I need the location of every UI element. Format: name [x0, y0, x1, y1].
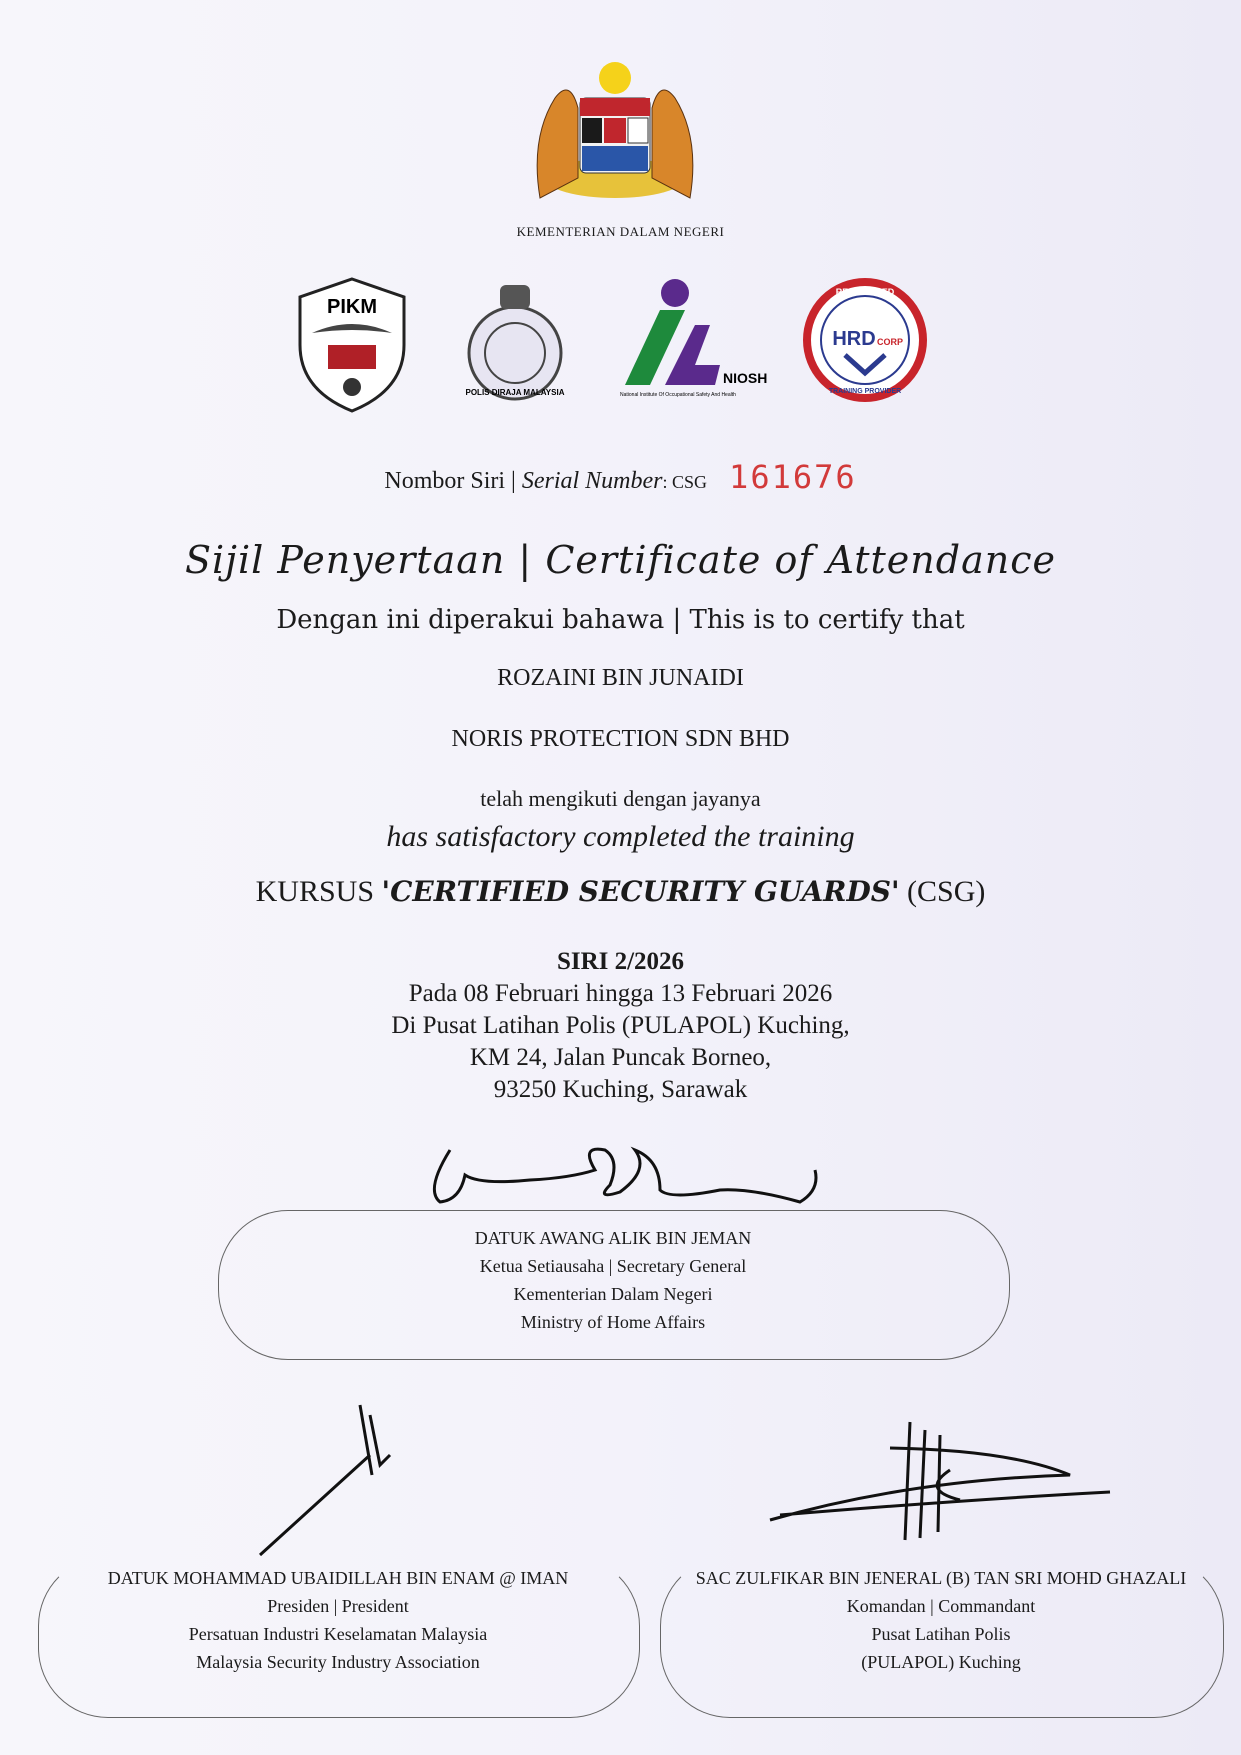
venue-line-1: Di Pusat Latihan Polis (PULAPOL) Kuching,	[391, 1012, 850, 1039]
signatory-2-org-ms: Persatuan Industri Keselamatan Malaysia	[188, 1624, 488, 1644]
signatory-3-org-ms: Pusat Latihan Polis	[871, 1624, 1011, 1644]
course-line	[0, 875, 1241, 909]
course-date: Pada 08 Februari hingga 13 Februari 2026	[408, 980, 833, 1007]
signature-secretary-general	[420, 1130, 840, 1210]
signatory-1-org-en: Ministry of Home Affairs	[520, 1312, 706, 1332]
signatory-2-org-en: Malaysia Security Industry Association	[196, 1652, 480, 1672]
hrd-corp-logo	[800, 275, 930, 405]
signature-commandant	[760, 1420, 1130, 1550]
signature-president	[250, 1395, 410, 1565]
completed-line-ms: telah mengikuti dengan jayanya	[480, 786, 761, 811]
completed-line-en: has satisfactory completed the training	[386, 820, 855, 853]
serial-label-ms: Nombor Siri |	[384, 468, 522, 494]
niosh-logo-text: NIOSH	[723, 370, 768, 386]
venue-line-3: 93250 Kuching, Sarawak	[493, 1076, 748, 1103]
course-suffix: (CSG)	[899, 875, 986, 908]
signatory-1-name: DATUK AWANG ALIK BIN JEMAN	[474, 1228, 752, 1248]
venue-line-2: KM 24, Jalan Puncak Borneo,	[469, 1044, 772, 1071]
serial-number-line	[0, 458, 1241, 496]
pikm-logo	[292, 275, 412, 415]
signatory-2-name: DATUK MOHAMMAD UBAIDILLAH BIN ENAM @ IMAN	[107, 1568, 569, 1588]
certify-line: Dengan ini diperakui bahawa | This is to certify that	[276, 605, 965, 635]
signatory-2	[38, 1564, 638, 1676]
signatory-1	[218, 1224, 1008, 1336]
signatory-3-role: Komandan | Commandant	[846, 1596, 1036, 1616]
course-series: SIRI 2/2026	[556, 948, 685, 975]
coat-of-arms-logo	[510, 58, 720, 218]
hrd-corp-text: CORP	[876, 337, 904, 347]
signatory-3-name: SAC ZULFIKAR BIN JENERAL (B) TAN SRI MOHD GHAZALI	[695, 1568, 1187, 1588]
signatory-1-org-ms: Kementerian Dalam Negeri	[513, 1284, 713, 1304]
recipient-name: ROZAINI BIN JUNAIDI	[497, 665, 744, 691]
signatory-3	[660, 1564, 1222, 1676]
recipient-company: NORIS PROTECTION SDN BHD	[451, 726, 790, 752]
signatory-2-role: Presiden | President	[267, 1596, 409, 1616]
serial-number: 161676	[729, 458, 857, 496]
signatory-1-role: Ketua Setiausaha | Secretary General	[479, 1256, 747, 1276]
hrd-logo-text: HRD	[832, 328, 876, 350]
niosh-logo	[615, 275, 775, 400]
hrd-registered-text: REGISTERED	[835, 287, 895, 297]
pikm-logo-text: PIKM	[327, 296, 377, 318]
course-prefix: KURSUS	[255, 875, 382, 908]
ministry-caption: KEMENTERIAN DALAM NEGERI	[516, 224, 725, 239]
serial-prefix: : CSG	[662, 472, 708, 492]
polis-diraja-malaysia-logo	[450, 275, 580, 405]
course-name: 'CERTIFIED SECURITY GUARDS'	[381, 875, 900, 908]
niosh-full-text: National Institute Of Occupational Safety And Health	[620, 392, 736, 398]
serial-label-en: Serial Number	[521, 468, 663, 494]
hrd-training-provider-text: TRAINING PROVIDER	[828, 388, 902, 395]
certificate-title: Sijil Penyertaan | Certificate of Attendance	[185, 538, 1056, 582]
accreditation-badges	[0, 275, 1241, 420]
polis-logo-text: POLIS DIRAJA MALAYSIA	[465, 388, 565, 397]
signatory-3-org-en: (PULAPOL) Kuching	[861, 1652, 1021, 1672]
